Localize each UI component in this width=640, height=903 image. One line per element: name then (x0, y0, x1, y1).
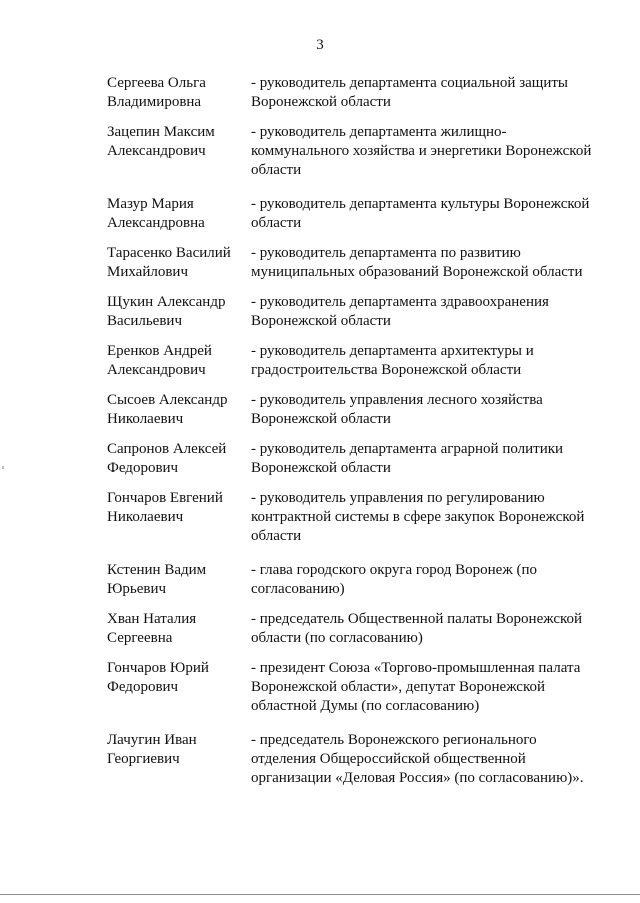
list-item (107, 293, 604, 331)
list-item (107, 74, 604, 112)
member-name: Гончаров Юрий Федорович (107, 660, 209, 695)
list-item (107, 440, 604, 478)
member-role: - руководитель департамента аграрной политики Воронежской области (251, 441, 564, 476)
member-role: - руководитель департамента по развитию муниципальных образований Воронежской области (251, 245, 583, 280)
member-name: Сергеева Ольга Владимировна (107, 75, 206, 110)
list-item (107, 561, 604, 599)
member-name: Тарасенко Василий Михайлович (107, 245, 231, 280)
member-role: - руководитель управления лесного хозяйства Воронежской области (251, 392, 543, 427)
member-role: - руководитель департамента социальной защиты Воронежской области (251, 75, 568, 110)
list-item (107, 731, 604, 788)
member-role: - глава городского округа город Воронеж (по согласованию) (251, 562, 537, 597)
member-list (107, 74, 604, 788)
list-item (107, 391, 604, 429)
member-name: Зацепин Максим Александрович (107, 124, 215, 159)
member-name: Кстенин Вадим Юрьевич (107, 562, 207, 597)
member-name: Еренков Андрей Александрович (107, 343, 212, 378)
member-name: Гончаров Евгений Николаевич (107, 490, 223, 525)
member-role: - руководитель департамента здравоохранения Воронежской области (251, 294, 549, 329)
page-bottom-divider (0, 894, 640, 895)
list-item (107, 610, 604, 648)
list-item (107, 489, 604, 546)
member-role: - президент Союза «Торгово-промышленная палата Воронежской области», депутат Воронежской областной Думы (по согласованию) (251, 660, 581, 714)
list-item (107, 342, 604, 380)
list-item (107, 659, 604, 716)
member-name: Щукин Александр Васильевич (107, 294, 226, 329)
page-number: 3 (316, 37, 324, 53)
list-item (107, 244, 604, 282)
member-role: - председатель Общественной палаты Воронежской области (по согласованию) (251, 611, 583, 646)
member-role: - председатель Воронежского регионального отделения Общероссийской общественной организации «Деловая Россия» (по согласованию)». (251, 732, 584, 786)
member-role: - руководитель департамента архитектуры и градостроительства Воронежской области (251, 343, 534, 378)
list-item (107, 195, 604, 233)
member-role: - руководитель департамента жилищно- коммунального хозяйства и энергетики Воронежской области (251, 124, 592, 178)
member-name: Хван Наталия Сергеевна (107, 611, 197, 646)
member-name: Сысоев Александр Николаевич (107, 392, 228, 427)
list-item (107, 123, 604, 180)
margin-mark (2, 466, 4, 469)
member-role: - руководитель департамента культуры Воронежской области (251, 196, 590, 231)
member-role: - руководитель управления по регулированию контрактной системы в сфере закупок Воронежской области (251, 490, 585, 544)
member-name: Сапронов Алексей Федорович (107, 441, 227, 476)
member-name: Лачугин Иван Георгиевич (107, 732, 197, 767)
member-name: Мазур Мария Александровна (107, 196, 205, 231)
